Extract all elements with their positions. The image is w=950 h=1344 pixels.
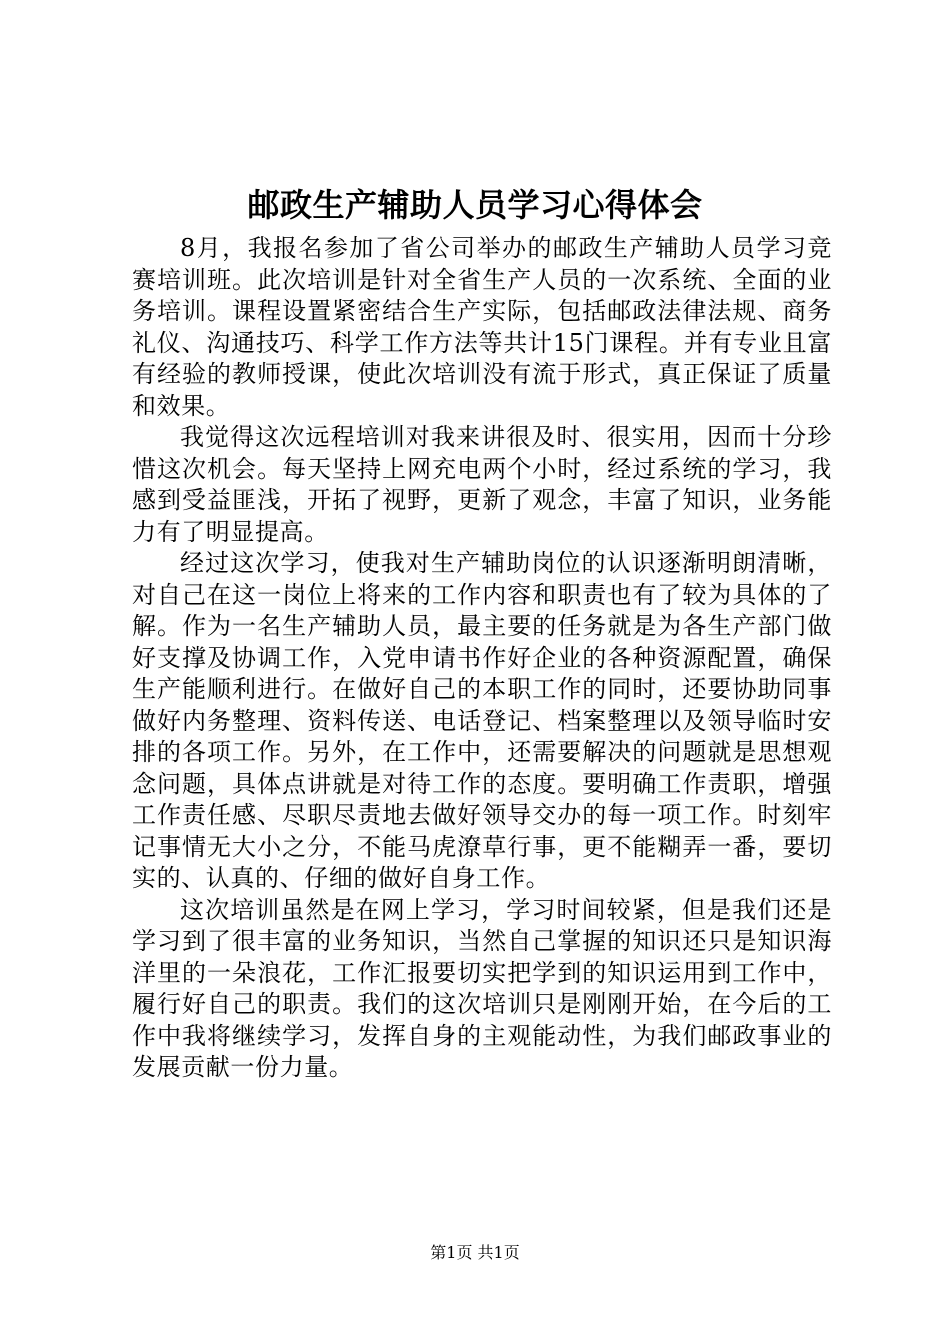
document-body <box>132 233 832 1084</box>
document-title: 邮政生产辅助人员学习心得体会 <box>247 186 703 224</box>
page-footer: 第1页 共1页 <box>430 1243 520 1262</box>
paragraph-3: 经过这次学习，使我对生产辅助岗位的认识逐渐明朗清晰，对自己在这一岗位上将来的工作内容和职责也有了较为具体的了解。作为一名生产辅助人员，最主要的任务就是为各生产部门做好支撑及协调工作，入党申请书作好企业的各种资源配置，确保生产能顺利进行。在做好自己的本职工作的同时，还要协助同事做好内务整理、资料传送、电话登记、档案整理以及领导临时安排的各项工作。另外，在工作中，还需要解决的问题就是思想观念问题，具体点讲就是对待工作的态度。要明确工作责职，增强工作责任感、尽职尽责地去做好领导交办的每一项工作。时刻牢记事情无大小之分，不能马虎潦草行事，更不能糊弄一番，要切实的、认真的、仔细的做好自身工作。 <box>132 549 832 892</box>
paragraph-4: 这次培训虽然是在网上学习，学习时间较紧，但是我们还是学习到了很丰富的业务知识，当然自己掌握的知识还只是知识海洋里的一朵浪花，工作汇报要切实把学到的知识运用到工作中，履行好自己的职责。我们的这次培训只是刚刚开始，在今后的工作中我将继续学习，发挥自身的主观能动性，为我们邮政事业的发展贡献一份力量。 <box>132 895 832 1081</box>
paragraph-1: 8月，我报名参加了省公司举办的邮政生产辅助人员学习竞赛培训班。此次培训是针对全省生产人员的一次系统、全面的业务培训。课程设置紧密结合生产实际，包括邮政法律法规、商务礼仪、沟通技巧、科学工作方法等共计15门课程。并有专业且富有经验的教师授课，使此次培训没有流于形式，真正保证了质量和效果。 <box>132 234 832 420</box>
paragraph-2: 我觉得这次远程培训对我来讲很及时、很实用，因而十分珍惜这次机会。每天坚持上网充电两个小时，经过系统的学习，我感到受益匪浅，开拓了视野，更新了观念，丰富了知识，业务能力有了明显提高。 <box>132 423 832 546</box>
